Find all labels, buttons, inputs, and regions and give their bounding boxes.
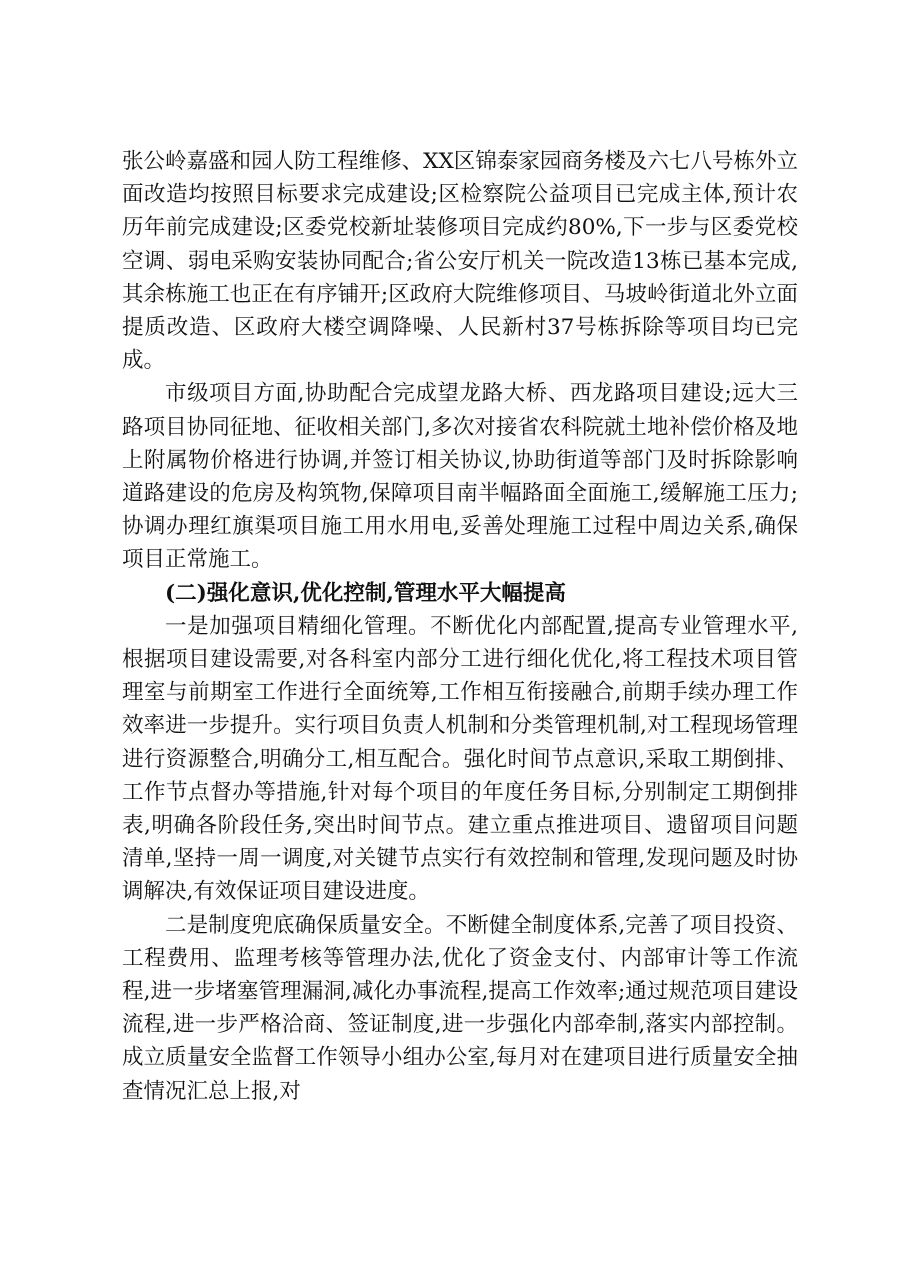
document-body [122, 145, 798, 1108]
paragraph-refined-management: 一是加强项目精细化管理。不断优化内部配置,提高专业管理水平,根据项目建设需要,对各科室内部分工进行细化优化,将工程技术项目管理室与前期室工作进行全面统筹,工作相互衔接融合,前期手续办理工作效率进一步提升。实行项目负责人机制和分类管理机制,对工程现场管理进行资源整合,明确分工,相互配合。强化时间节点意识,采取工期倒排、工作节点督办等措施,针对每个项目的年度任务目标,分别制定工期倒排表,明确各阶段任务,突出时间节点。建立重点推进项目、遗留项目问题清单,坚持一周一调度,对关键节点实行有效控制和管理,发现问题及时协调解决,有效保证项目建设进度。 [122, 613, 798, 905]
paragraph-district-projects: 张公岭嘉盛和园人防工程维修、XX区锦泰家园商务楼及六七八号栋外立面改造均按照目标要求完成建设;区检察院公益项目已完成主体,预计农历年前完成建设;区委党校新址装修项目完成约80%,下一步与区委党校空调、弱电采购安装协同配合;省公安厅机关一院改造13栋已基本完成,其余栋施工也正在有序铺开;区政府大院维修项目、马坡岭街道北外立面提质改造、区政府大楼空调降噪、人民新村37号栋拆除等项目均已完成。 [122, 149, 798, 374]
section-heading: (二)强化意识,优化控制,管理水平大幅提高 [165, 580, 566, 606]
paragraph-municipal-projects: 市级项目方面,协助配合完成望龙路大桥、西龙路项目建设;远大三路项目协同征地、征收相关部门,多次对接省农科院就土地补偿价格及地上附属物价格进行协调,并签订相关协议,协助街道等部门及时拆除影响道路建设的危房及构筑物,保障项目南半幅路面全面施工,缓解施工压力;协调办理红旗渠项目施工用水用电,妥善处理施工过程中周边关系,确保项目正常施工。 [122, 381, 798, 573]
paragraph-quality-safety: 二是制度兜底确保质量安全。不断健全制度体系,完善了项目投资、工程费用、监理考核等管理办法,优化了资金支付、内部审计等工作流程,进一步堵塞管理漏洞,减化办事流程,提高工作效率;通过规范项目建设流程,进一步严格洽商、签证制度,进一步强化内部牵制,落实内部控制。成立质量安全监督工作领导小组办公室,每月对在建项目进行质量安全抽查情况汇总上报,对 [122, 912, 798, 1104]
